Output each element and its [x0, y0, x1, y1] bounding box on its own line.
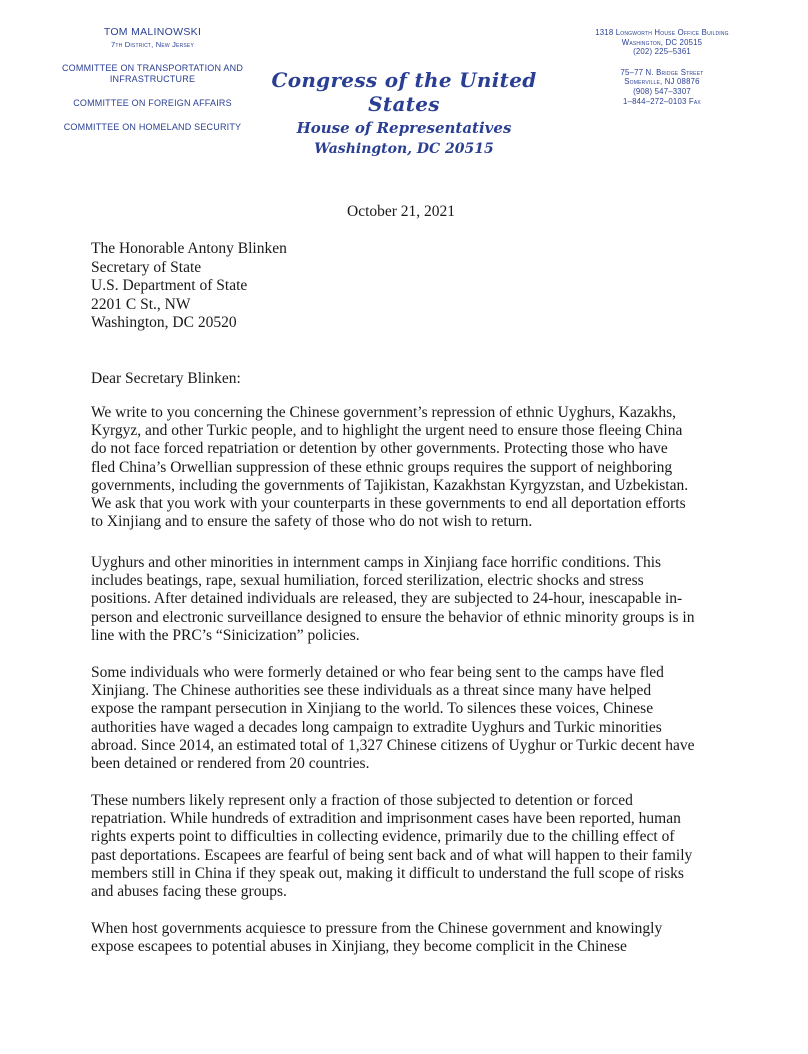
- paragraph-line: abroad. Since 2014, an estimated total of 1,327 Chinese citizens of Uyghur or Turkic decent have: [91, 736, 695, 754]
- paragraph-line: fled China’s Orwellian suppression of these ethnic groups requires the support of neighboring: [91, 458, 673, 476]
- nj-office-line1: 75–77 N. Bridge Street: [620, 67, 704, 77]
- dc-office-phone: (202) 225–5361: [633, 47, 691, 57]
- dc-office-line2: Washington, DC 20515: [621, 37, 703, 47]
- paragraph-line: We write to you concerning the Chinese government’s repression of ethnic Uyghurs, Kazakhs,: [91, 404, 677, 421]
- paragraph-line: When host governments acquiesce to pressure from the Chinese government and knowingly: [91, 920, 663, 937]
- committee-foreign-affairs: COMMITTEE ON FOREIGN AFFAIRS: [73, 98, 232, 108]
- body-paragraph: [91, 920, 731, 956]
- recipient-address: [91, 240, 287, 333]
- paragraph-line: Xinjiang. The Chinese authorities see these individuals as a threat since many have helped: [91, 682, 652, 700]
- body-paragraph: [91, 554, 731, 645]
- member-name: TOM MALINOWSKI: [103, 26, 202, 38]
- paragraph-line: to Xinjiang and to ensure the safety of those who do not wish to return.: [91, 513, 533, 531]
- paragraph-line: past deportations. Escapees are fearful of being sent back and of what will happen to their family: [91, 846, 693, 864]
- nj-office-fax: 1–844–272–0103 Fax: [623, 96, 701, 106]
- letterhead-member-block: [40, 26, 265, 133]
- recipient-line: The Honorable Antony Blinken: [91, 240, 287, 257]
- paragraph-line: line with the PRC’s “Sinicization” policies.: [91, 626, 360, 644]
- paragraph-line: been detained or rendered from 20 countries.: [91, 755, 370, 773]
- paragraph-line: repatriation. While hundreds of extradition and imprisonment cases have been reported, human: [91, 810, 681, 828]
- dc-office-line1: 1318 Longworth House Office Building: [595, 28, 729, 37]
- body-paragraph: [91, 792, 731, 901]
- letter-date: October 21, 2021: [347, 203, 456, 220]
- committee-homeland-security: COMMITTEE ON HOMELAND SECURITY: [63, 122, 242, 132]
- paragraph-line: authorities have waged a decades long campaign to extradite Uyghurs and Turkic minorities: [91, 718, 662, 736]
- paragraph-line: We ask that you work with your counterparts in these governments to end all deportation efforts: [91, 495, 686, 513]
- letterhead-offices-block: [566, 28, 758, 106]
- paragraph-line: rights experts point to difficulties in collecting evidence, primarily due to the chilling effect of: [91, 828, 675, 846]
- member-district: 7th District, New Jersey: [110, 40, 194, 49]
- nj-office-line2: Somerville, NJ 08876: [624, 77, 700, 87]
- house-title: House of Representatives: [296, 119, 512, 137]
- paragraph-line: Kyrgyz, and other Turkic people, and to highlight the urgent need to ensure those fleeing China: [91, 422, 683, 440]
- body-paragraph: [91, 664, 731, 773]
- paragraph-line: includes beatings, rape, sexual humiliation, forced sterilization, electric shocks and stress: [91, 572, 644, 590]
- paragraph-line: positions. After detained individuals are released, they are subjected to 24-hour, inescapable in-: [91, 590, 683, 608]
- paragraph-line: Some individuals who were formerly detained or who fear being sent to the camps have fled: [91, 664, 664, 681]
- committee-transportation: COMMITTEE ON TRANSPORTATION AND INFRASTRUCTURE: [61, 63, 244, 84]
- paragraph-line: Uyghurs and other minorities in internment camps in Xinjiang face horrific conditions. This: [91, 554, 662, 571]
- recipient-line: U.S. Department of State: [91, 277, 248, 294]
- body-paragraph: [91, 404, 731, 531]
- recipient-line: Washington, DC 20520: [91, 314, 237, 331]
- paragraph-line: and abuses facing these groups.: [91, 883, 287, 901]
- nj-office-phone: (908) 547–3307: [633, 86, 691, 96]
- congress-title: Congress of the United States: [271, 68, 537, 116]
- paragraph-line: expose escapees to potential abuses in Xinjiang, they become complicit in the Chinese: [91, 938, 627, 956]
- paragraph-line: do not face forced repatriation or detention by other governments. Protecting those who have: [91, 440, 668, 458]
- salutation: Dear Secretary Blinken:: [91, 370, 241, 387]
- paragraph-line: members still in China if they speak out, making it difficult to understand the full scope of risks: [91, 864, 684, 882]
- city-line: Washington, DC 20515: [314, 141, 494, 157]
- paragraph-line: governments, including the governments of Tajikistan, Kazakhstan Kyrgyzstan, and Uzbekistan.: [91, 476, 689, 494]
- recipient-line: 2201 C St., NW: [91, 295, 191, 313]
- letterhead-title-block: [240, 68, 568, 157]
- paragraph-line: person and electronic surveillance designed to ensure the behavior of ethnic minority groups is in: [91, 608, 695, 626]
- paragraph-line: These numbers likely represent only a fraction of those subjected to detention or forced: [91, 792, 633, 809]
- paragraph-line: expose the rampant persecution in Xinjiang to the world. To silences these voices, Chinese: [91, 700, 654, 718]
- recipient-line: Secretary of State: [91, 258, 202, 276]
